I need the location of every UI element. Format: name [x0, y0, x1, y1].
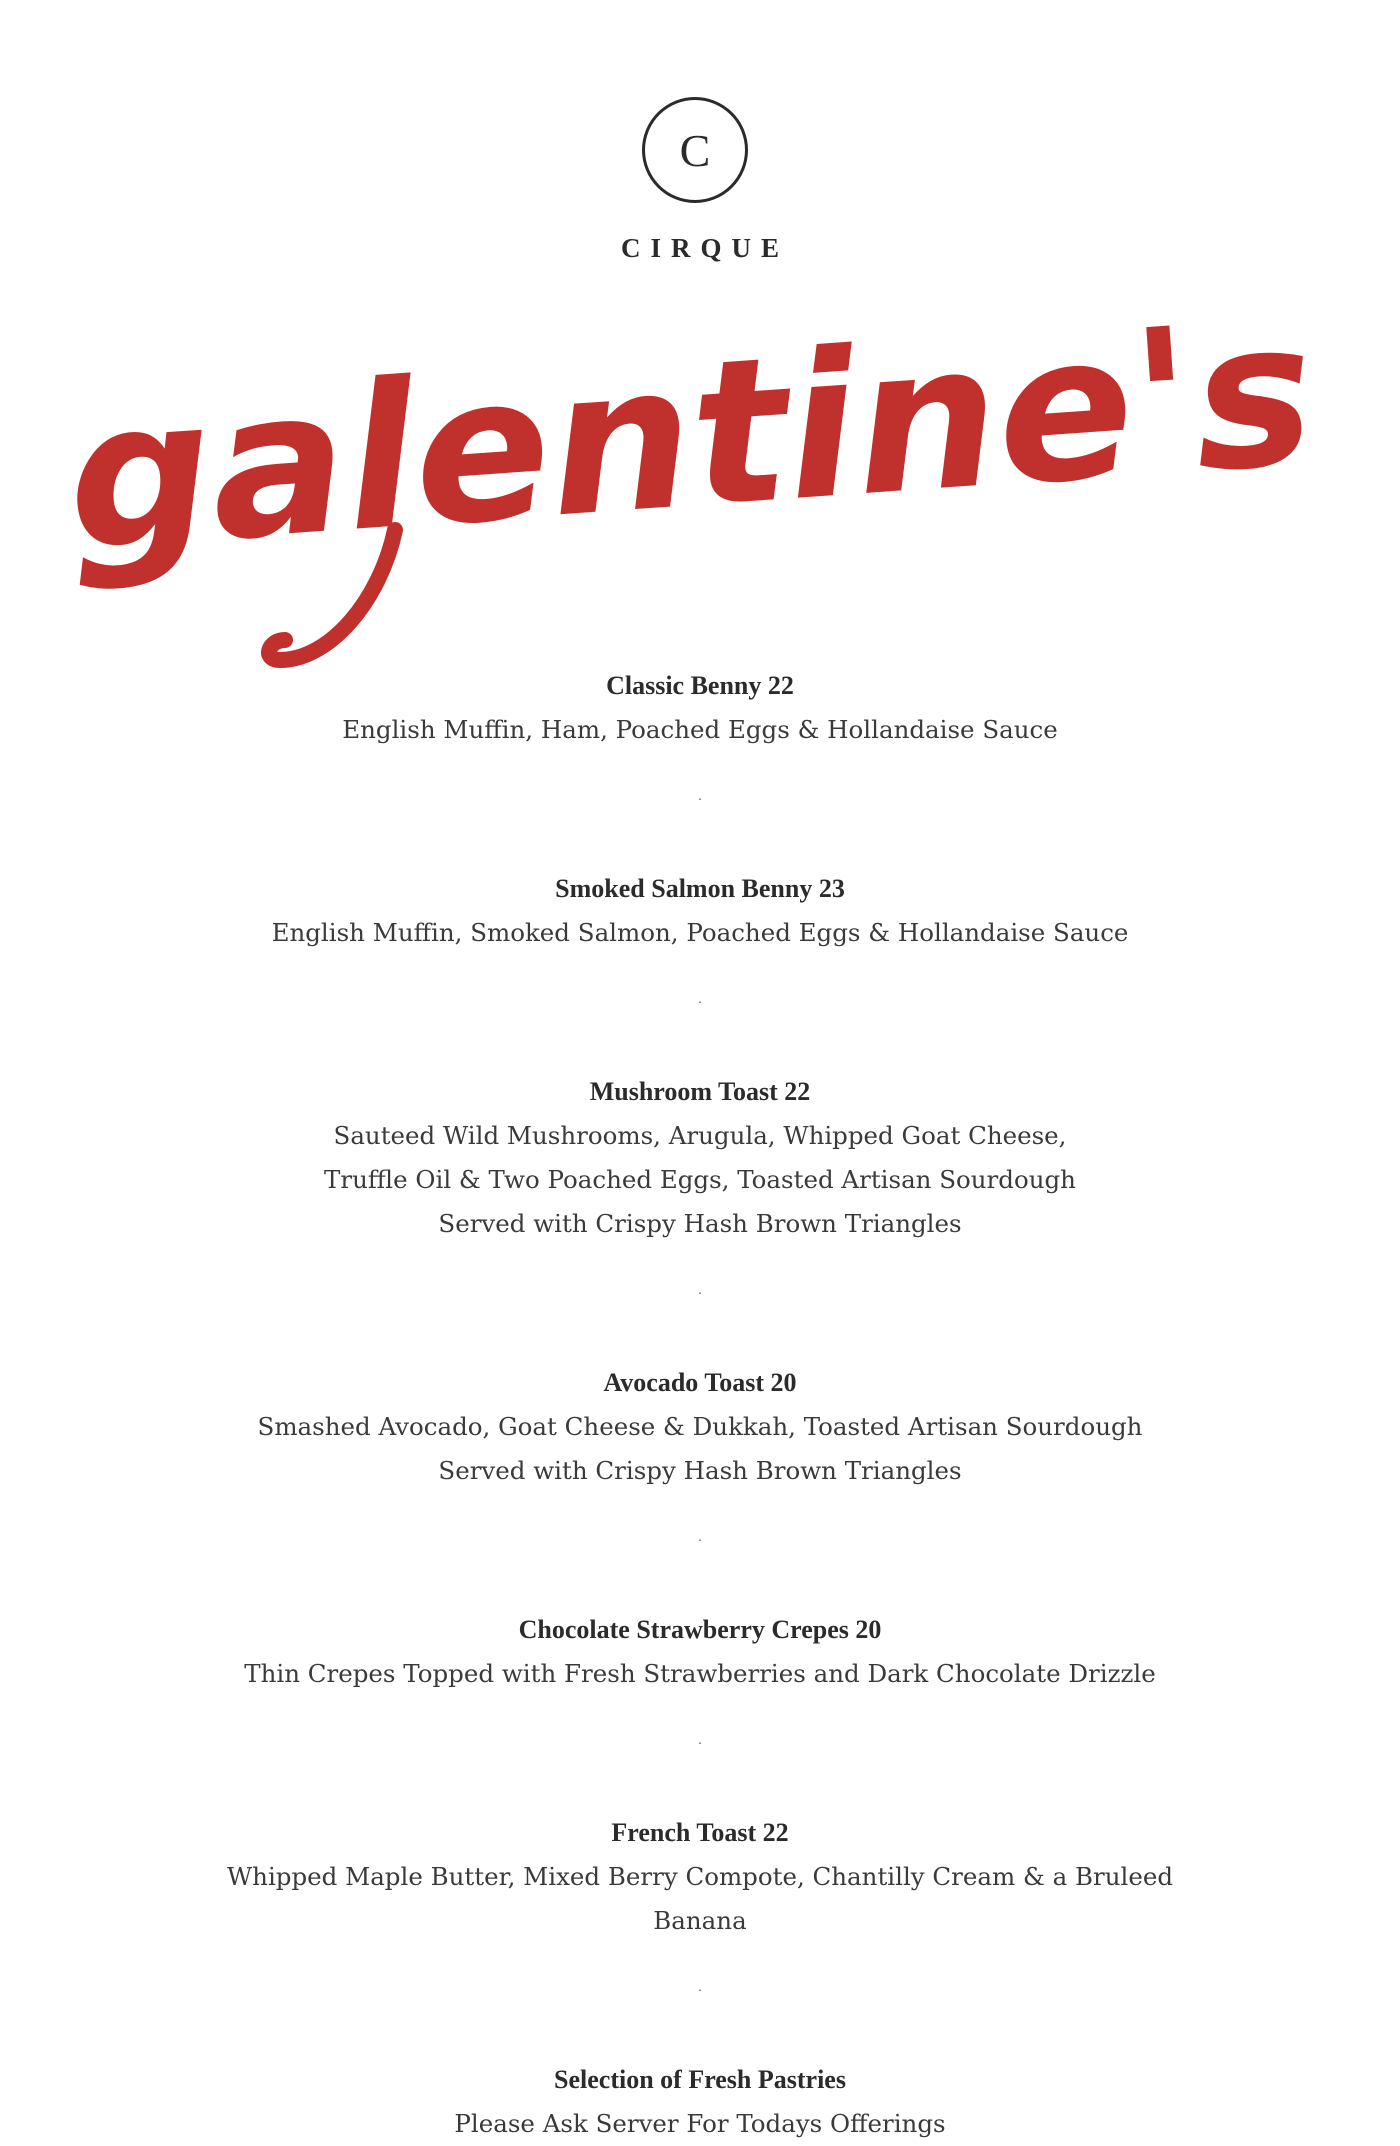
separator-dot: . — [698, 1283, 702, 1298]
separator-dot: . — [698, 1980, 702, 1995]
menu-item-description: Truffle Oil & Two Poached Eggs, Toasted Artisan Sourdough — [324, 1165, 1076, 1194]
menu-item-description: Banana — [653, 1906, 747, 1935]
menu-item-name: French Toast 22 — [611, 1818, 789, 1847]
separator-dot: . — [698, 789, 702, 804]
menu-item — [0, 1811, 1400, 1943]
menu-item-description: Smashed Avocado, Goat Cheese & Dukkah, Toasted Artisan Sourdough — [257, 1412, 1143, 1441]
menu-item-description: Sauteed Wild Mushrooms, Arugula, Whipped Goat Cheese, — [333, 1121, 1067, 1150]
menu-item-name: Classic Benny 22 — [606, 671, 794, 700]
brand-name: CIRQUE — [620, 233, 789, 263]
menu-separator — [0, 1246, 1400, 1361]
separator-dot: . — [698, 1733, 702, 1748]
menu-item-name: Mushroom Toast 22 — [589, 1077, 811, 1106]
menu-separator — [0, 1696, 1400, 1811]
menu-item-name: Selection of Fresh Pastries — [554, 2065, 846, 2094]
menu-separator — [0, 1493, 1400, 1608]
menu-item-description: Please Ask Server For Todays Offerings — [454, 2109, 946, 2138]
title-lettering — [0, 0, 1400, 680]
separator-dot: . — [698, 992, 702, 1007]
menu-item — [0, 1608, 1400, 1696]
menu-item-name: Chocolate Strawberry Crepes 20 — [518, 1615, 882, 1644]
title-text: galentine's — [60, 276, 1321, 597]
menu-item — [0, 2058, 1400, 2146]
menu-item-name: Smoked Salmon Benny 23 — [555, 874, 845, 903]
menu-item-description: English Muffin, Smoked Salmon, Poached Eggs & Hollandaise Sauce — [271, 918, 1129, 947]
menu-item-description: English Muffin, Ham, Poached Eggs & Hollandaise Sauce — [342, 715, 1058, 744]
menu-list — [0, 664, 1400, 2146]
menu-item-description: Whipped Maple Butter, Mixed Berry Compote, Chantilly Cream & a Bruleed — [226, 1862, 1174, 1891]
menu-item — [0, 867, 1400, 955]
menu-separator — [0, 752, 1400, 867]
menu-item-description: Served with Crispy Hash Brown Triangles — [438, 1456, 962, 1485]
menu-item-description: Thin Crepes Topped with Fresh Strawberries and Dark Chocolate Drizzle — [244, 1659, 1156, 1688]
menu-separator — [0, 1943, 1400, 2058]
separator-dot: . — [698, 1530, 702, 1545]
menu-item-description: Served with Crispy Hash Brown Triangles — [438, 1209, 962, 1238]
menu-item — [0, 664, 1400, 752]
menu-item — [0, 1361, 1400, 1493]
logo-letter: C — [679, 125, 711, 176]
menu-item — [0, 1070, 1400, 1246]
menu-item-name: Avocado Toast 20 — [603, 1368, 797, 1397]
menu-separator — [0, 955, 1400, 1070]
